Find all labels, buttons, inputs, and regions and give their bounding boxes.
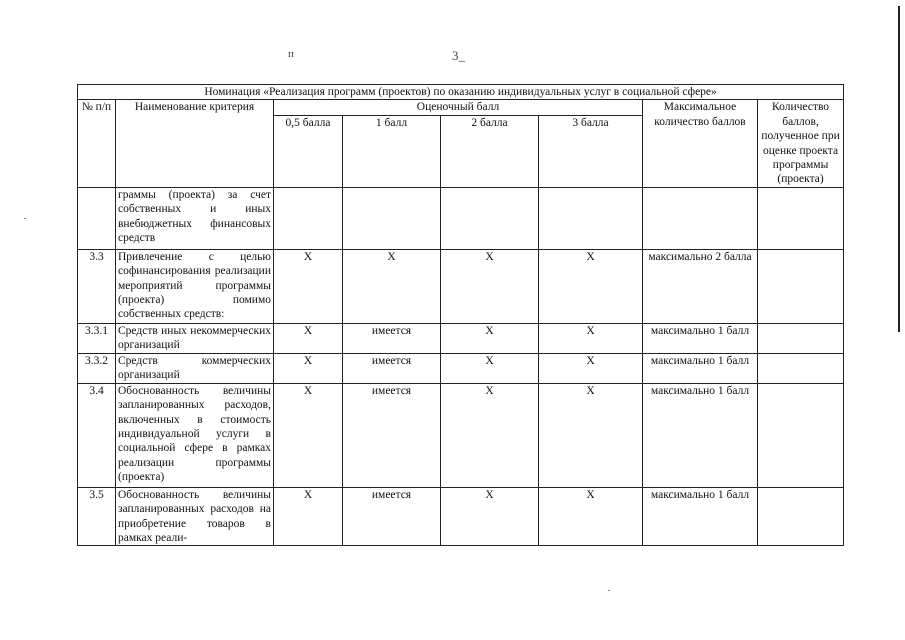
scan-speck xyxy=(608,590,610,591)
row-max: максимально 1 балл xyxy=(643,383,758,487)
header-max: Максимальное количество баллов xyxy=(643,100,758,187)
scan-edge-line xyxy=(898,6,900,332)
row-max xyxy=(643,187,758,249)
row-score-3: Х xyxy=(539,353,643,383)
row-score-1: Х xyxy=(343,249,441,323)
row-score-3: Х xyxy=(539,487,643,546)
row-received xyxy=(758,487,844,546)
row-score-1: имеется xyxy=(343,383,441,487)
row-score-05: Х xyxy=(274,353,343,383)
header-received: Количество баллов, полученное при оценке проекта программы (проекта) xyxy=(758,100,844,187)
row-score-1 xyxy=(343,187,441,249)
table-row xyxy=(78,187,844,249)
table-row xyxy=(78,353,844,383)
row-criterion: Обоснованность величины запланированных расходов, включенных в стоимость индивидуальной услуги в социальной сфере в рамках реализации программы (проекта) xyxy=(116,383,274,487)
row-criterion: Средств иных некоммерческих организаций xyxy=(116,323,274,353)
row-num xyxy=(78,187,116,249)
page-number: 3_ xyxy=(452,48,465,63)
row-num: 3.4 xyxy=(78,383,116,487)
row-criterion: Обоснованность величины запланированных расходов на приобретение товаров в рамках реали- xyxy=(116,487,274,546)
row-criterion: Привлечение с целью софинансирования реализации мероприятий программы (проекта) помимо собственных средств: xyxy=(116,249,274,323)
page-mark-left: п xyxy=(288,48,294,60)
row-score-2: Х xyxy=(441,383,539,487)
header-criterion: Наименование критерия xyxy=(116,100,274,187)
table-row xyxy=(78,249,844,323)
row-received xyxy=(758,383,844,487)
row-received xyxy=(758,353,844,383)
row-num: 3.3 xyxy=(78,249,116,323)
nomination-row xyxy=(78,85,844,100)
scan-speck xyxy=(24,218,26,219)
row-num: 3.3.1 xyxy=(78,323,116,353)
row-max: максимально 2 балла xyxy=(643,249,758,323)
header-score-05: 0,5 балла xyxy=(274,115,343,187)
row-score-3 xyxy=(539,187,643,249)
header-score-1: 1 балл xyxy=(343,115,441,187)
row-received xyxy=(758,249,844,323)
row-score-2 xyxy=(441,187,539,249)
criteria-table xyxy=(77,84,844,546)
row-score-05: Х xyxy=(274,323,343,353)
row-max: максимально 1 балл xyxy=(643,323,758,353)
nomination-title: Номинация «Реализация программ (проектов) по оказанию индивидуальных услуг в социальной сфере» xyxy=(78,85,844,100)
row-num: 3.5 xyxy=(78,487,116,546)
row-score-2: Х xyxy=(441,487,539,546)
row-score-05: Х xyxy=(274,383,343,487)
row-score-3: Х xyxy=(539,383,643,487)
row-score-1: имеется xyxy=(343,353,441,383)
row-score-2: Х xyxy=(441,249,539,323)
row-score-05 xyxy=(274,187,343,249)
table-row xyxy=(78,323,844,353)
row-score-05: Х xyxy=(274,249,343,323)
row-max: максимально 1 балл xyxy=(643,487,758,546)
row-received xyxy=(758,187,844,249)
header-score-3: 3 балла xyxy=(539,115,643,187)
row-max: максимально 1 балл xyxy=(643,353,758,383)
row-score-3: Х xyxy=(539,323,643,353)
table-row xyxy=(78,383,844,487)
header-score-2: 2 балла xyxy=(441,115,539,187)
row-score-05: Х xyxy=(274,487,343,546)
row-score-2: Х xyxy=(441,353,539,383)
row-criterion: Средств коммерческих организаций xyxy=(116,353,274,383)
header-row xyxy=(78,100,844,115)
row-num: 3.3.2 xyxy=(78,353,116,383)
table-row xyxy=(78,487,844,546)
header-num: № п/п xyxy=(78,100,116,187)
row-score-1: имеется xyxy=(343,487,441,546)
row-score-2: Х xyxy=(441,323,539,353)
row-criterion: граммы (проекта) за счет собственных и иных внебюджетных финансовых средств xyxy=(116,187,274,249)
row-received xyxy=(758,323,844,353)
row-score-1: имеется xyxy=(343,323,441,353)
row-score-3: Х xyxy=(539,249,643,323)
header-score: Оценочный балл xyxy=(274,100,643,115)
